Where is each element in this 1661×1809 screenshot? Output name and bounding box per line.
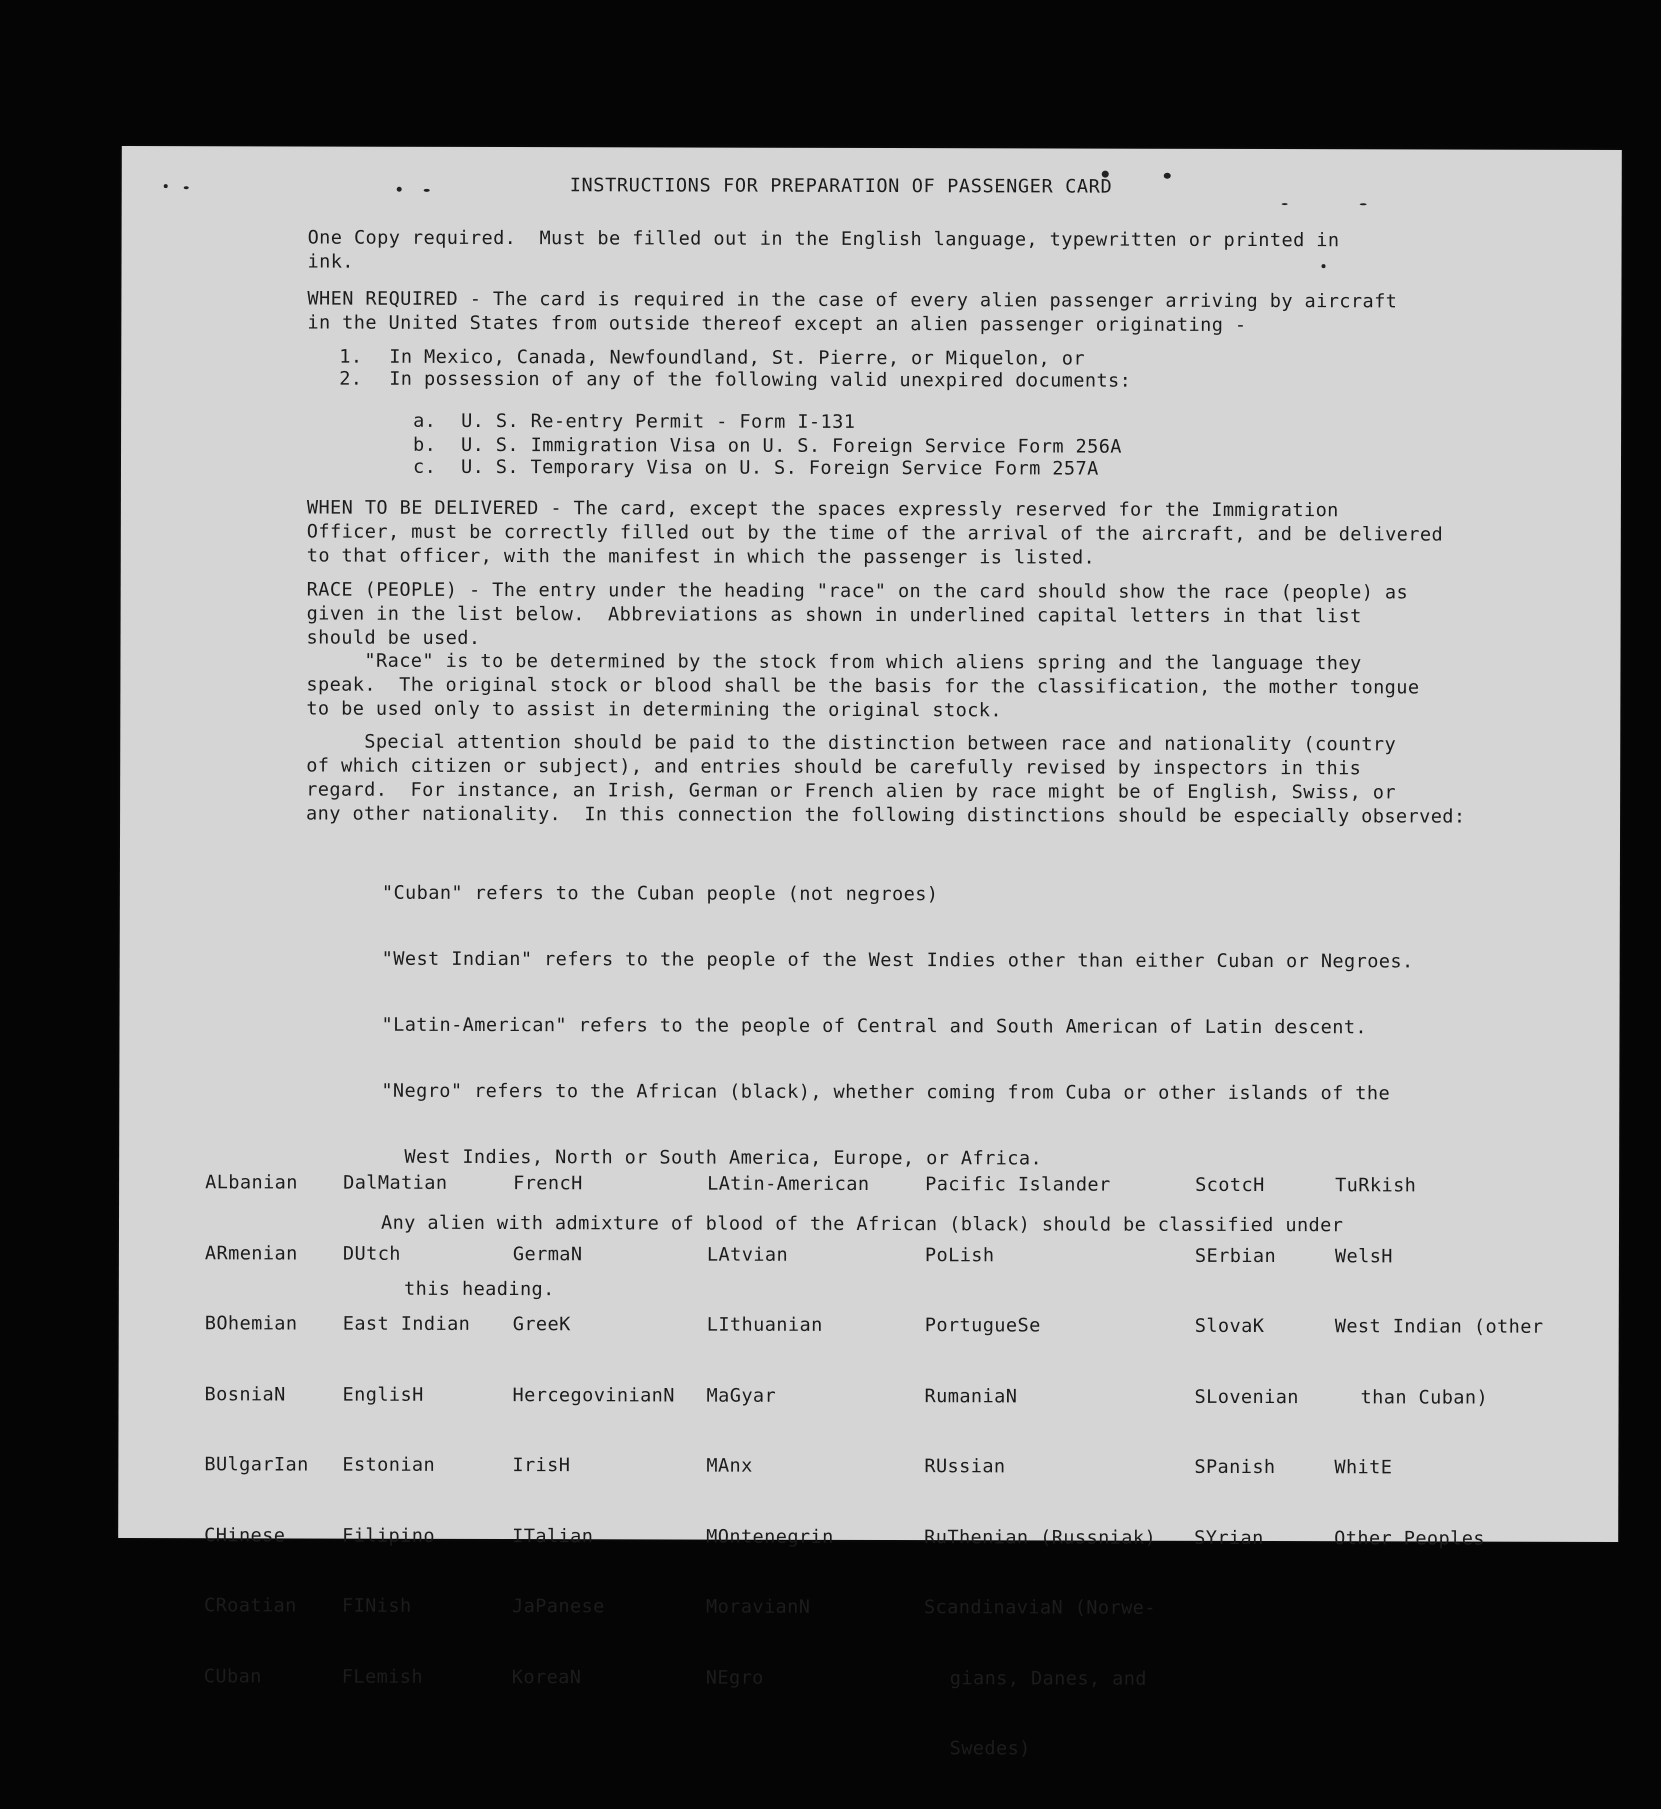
scan-speck [164,184,168,188]
race-entry: JaPanese [511,1596,605,1618]
race-entry: SPanish [1194,1456,1276,1479]
race-entry: DUtch [342,1243,401,1265]
race-list-column-3 [512,1125,676,1736]
race-entry: RuThenian (Russniak) [924,1526,1157,1549]
race-entry: LAtin-American [707,1173,870,1195]
sub-item-letter: c. [412,456,437,478]
race-entry: CHinese [204,1524,286,1546]
page-title: INSTRUCTIONS FOR PREPARATION OF PASSENGER CARD [569,175,1113,198]
list-item-number: 2. [339,368,363,390]
race-list-column-2 [342,1125,471,1736]
intro-paragraph: One Copy required. Must be filled out in the English language, typewritten or printed in ink. [307,227,1340,273]
distinction-line: "West Indian" refers to the people of the West Indies other than either Cuban or Negroes. [381,948,1414,973]
race-entry: SErbian [1194,1245,1277,1267]
sub-item-text: U. S. Re-entry Permit - Form I-131 [461,410,856,433]
race-entry: Swedes) [949,1738,1031,1760]
race-entry: DalMatian [343,1172,448,1194]
race-entry: PoLish [924,1244,995,1266]
race-entry: FrencH [513,1173,583,1195]
race-definition-paragraph: "Race" is to be determined by the stock from which aliens spring and the language they speak. The original stock or blood shall be the basis for the classification, the mother tongue to be used only to assist in determining the original stock. [306,650,1420,722]
race-entry: FLemish [341,1666,424,1688]
when-required-paragraph: WHEN REQUIRED - The card is required in the case of every alien passenger arriving by aircraft in the United States from outside thereof except an alien passenger originating - [307,288,1398,336]
race-entry: RumaniaN [924,1385,1018,1407]
race-entry: ScotcH [1195,1174,1265,1197]
list-item-text: In Mexico, Canada, Newfoundland, St. Pierre, or Miquelon, or [389,346,1085,370]
race-entry: than Cuban) [1360,1386,1489,1409]
race-entry: West Indian (other [1334,1316,1544,1338]
race-entry: LIthuanian [706,1314,823,1336]
scan-speck [424,189,430,192]
race-entry: FINish [341,1595,412,1617]
race-entry: Other Peoples [1334,1527,1485,1550]
list-item-number: 1. [339,346,363,368]
race-entry: Estonian [342,1454,436,1476]
scan-speck [184,186,189,189]
scan-speck [1164,173,1171,179]
race-list-column-6 [1194,1127,1300,1597]
when-delivered-paragraph: WHEN TO BE DELIVERED - The card, except the spaces expressly reserved for the Immigration Officer, must be correctly filled out by the time of the arrival of the aircraft, and be delivered to that officer, with the manifest in which the passenger is listed. [306,497,1444,569]
race-entry: WelsH [1334,1245,1393,1267]
race-entry: RUssian [924,1456,1006,1478]
race-entry: ITalian [512,1525,594,1547]
sub-item-text: U. S. Temporary Visa on U. S. Foreign Service Form 257A [460,456,1099,480]
race-entry: WhitE [1334,1457,1393,1479]
distinction-line: Any alien with admixture of blood of the African (black) should be classified under [380,1212,1344,1237]
race-entry: IrisH [512,1455,571,1477]
distinction-line: West Indies, North or South America, Europe, or Africa. [381,1146,1043,1170]
scan-speck [397,187,402,192]
race-entry: TuRkish [1335,1175,1417,1197]
distinction-line: "Cuban" refers to the Cuban people (not negroes) [381,882,939,906]
race-entry: ALbanian [205,1172,298,1194]
race-entry: NEgro [705,1667,764,1689]
race-entry: EnglisH [342,1384,424,1406]
race-entry: PortugueSe [924,1315,1041,1337]
sub-item-letter: b. [413,434,437,456]
special-attention-paragraph: Special attention should be paid to the distinction between race and nationality (country of which citizen or subject), and entries should be carefully revised by inspectors in this regard. For instance, an Irish, German or French alien by race might be of English, Swiss, or any other nationality. In this connection the following distinctions should be especially observed: [306,731,1466,828]
race-entry: Pacific Islander [925,1174,1111,1196]
race-list-column-4 [706,1126,870,1737]
distinction-line: this heading. [380,1278,555,1301]
race-list-column-7 [1334,1127,1544,1598]
race-entry: CUban [203,1665,262,1687]
race-entry: KoreaN [511,1666,582,1688]
race-entry: Filipino [342,1525,435,1547]
list-item-text: In possession of any of the following valid unexpired documents: [389,368,1132,392]
race-entry: HercegovinianN [512,1384,675,1406]
race-list-column-5 [923,1126,1157,1808]
race-entry: SYrian [1194,1527,1264,1549]
race-entry: MAnx [706,1455,753,1477]
distinction-line: "Negro" refers to the African (black), whether coming from Cuba or other islands of the [381,1080,1391,1105]
race-entry: MOntenegrin [706,1526,834,1548]
race-entry: MoravianN [705,1596,811,1618]
race-entry: East Indian [342,1313,471,1335]
sub-item-letter: a. [413,410,437,432]
scan-speck [1360,203,1367,205]
distinction-line: "Latin-American" refers to the people of Central and South American of Latin descent. [381,1014,1368,1039]
race-entry: GermaN [512,1243,583,1265]
scan-speck [1282,203,1288,205]
race-list-column-1 [204,1124,310,1735]
race-entry: SlovaK [1194,1315,1265,1338]
race-entry: SLovenian [1194,1386,1299,1408]
race-entry: GreeK [512,1314,571,1336]
sub-item-text: U. S. Immigration Visa on U. S. Foreign Service Form 256A [461,434,1122,458]
race-entry: ScandinaviaN (Norwe- [923,1597,1156,1619]
race-entry: BOhemian [204,1313,298,1335]
race-people-paragraph: RACE (PEOPLE) - The entry under the heading "race" on the card should show the race (people) as given in the list below. Abbreviations as shown in underlined capital letters in that list should be used. [306,579,1409,649]
race-entry: MaGyar [706,1385,777,1407]
race-entry: BUlgarIan [204,1454,309,1476]
race-entry: ARmenian [204,1242,298,1265]
race-entry: gians, Danes, and [949,1667,1147,1690]
race-entry: CRoatian [203,1595,297,1617]
race-entry: LAtvian [706,1244,789,1266]
race-entry: BosniaN [204,1383,286,1405]
document-page [118,146,1622,1760]
